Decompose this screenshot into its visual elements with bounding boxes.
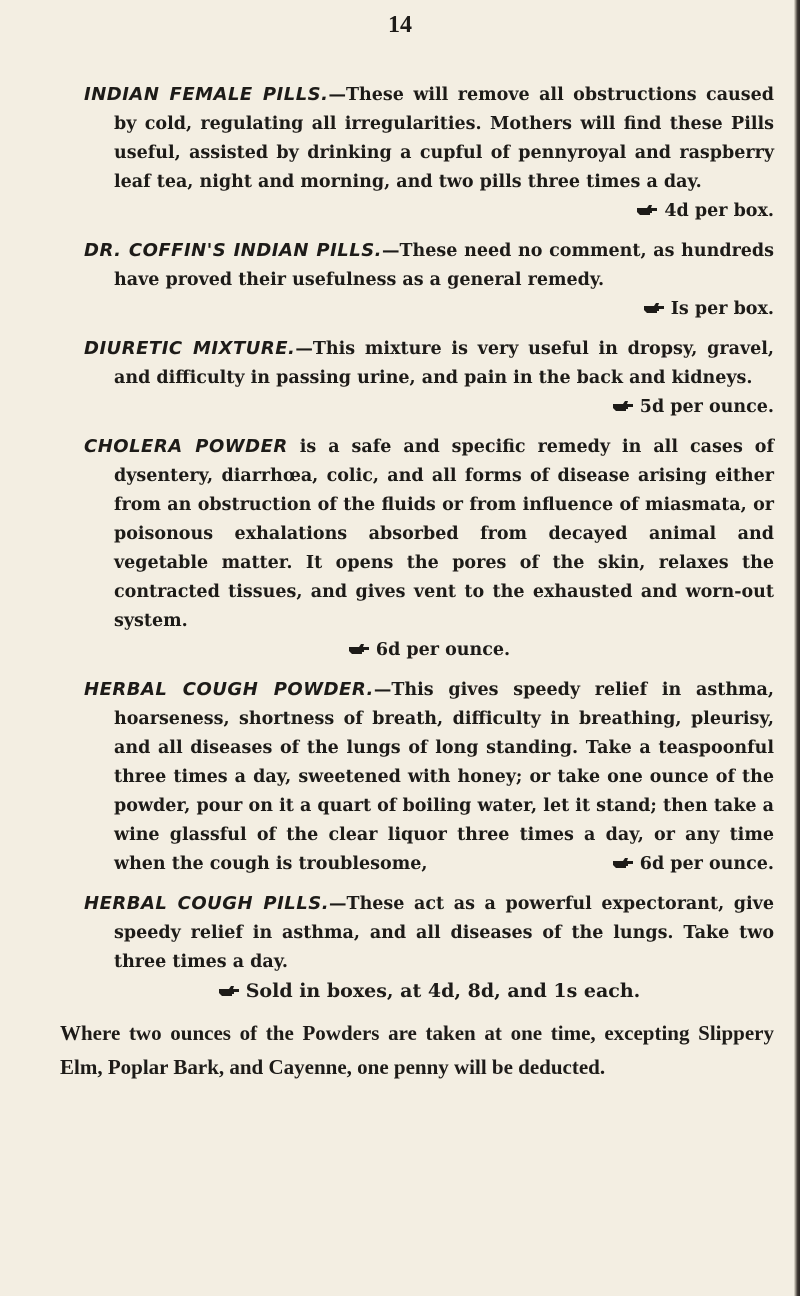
entry-dr-coffins-indian-pills [84,236,774,324]
price: 4d per box. [666,197,774,226]
price: Sold in boxes, at 4d, 8d, and 1s each. [114,977,774,1006]
pointing-hand-icon [636,203,658,217]
entry-body: is a safe and specific remedy in all cases of dysentery, diarrhœa, colic, and all forms of disease arising either from an obstruction of the fluids or from influence of miasmata, or poisonous exhalations absorbed from decayed animal and vegetable matter. It opens the pores of the skin, relaxes the contracted tissues, and gives vent to the exhausted and worn-out system. [114,437,774,631]
entry-title: INDIAN FEMALE PILLS. [84,84,329,105]
page-number: 14 [388,12,412,38]
pointing-hand-icon [612,399,634,413]
entry-herbal-cough-pills [84,889,774,1006]
closing-note: Where two ounces of the Powders are taken at one time, excepting Slippery Elm, Poplar Bark, and Cayenne, one penny will be deducted. [60,1021,774,1079]
entry-body: —This gives speedy relief in asthma, hoarseness, shortness of breath, difficulty in breathing, pleurisy, and all diseases of the lungs of long standing. Take a teaspoonful three times a day, sweetened with honey; or take one ounce of the powder, pour on it a quart of boiling water, let it stand; then take a wine glassful of the clear liquor three times a day, or any time when the cough is troublesome, [114,680,774,874]
document-body [60,80,775,1084]
entry-title: DR. COFFIN'S INDIAN PILLS. [84,240,383,261]
entry-body: —These need no comment, as hundreds have proved their usefulness as a general remedy. [114,241,775,290]
entry-title: HERBAL COUGH PILLS. [84,893,330,914]
entry-body: —These act as a powerful expectorant, give speedy relief in asthma, and all diseases of the lungs. Take two three times a day. [114,894,774,972]
page-edge [794,0,800,1296]
pointing-hand-icon [643,301,665,315]
entry-herbal-cough-powder [84,675,774,879]
entry-title: DIURETIC MIXTURE. [84,338,296,359]
entry-body: —This mixture is very useful in dropsy, gravel, and difficulty in passing urine, and pain in the back and kidneys. [114,339,774,388]
entry-indian-female-pills [84,80,774,226]
entry-title: HERBAL COUGH POWDER. [84,679,374,700]
entry-cholera-powder [84,432,774,665]
entry-diuretic-mixture [84,334,774,422]
price: 6d per ounce. [642,850,774,879]
entry-body: —These will remove all obstructions caused by cold, regulating all irregularities. Mothers will find these Pills useful, assisted by drinking a cupful of pennyroyal and raspberry leaf tea, night and morning, and two pills three times a day. [114,85,775,192]
pointing-hand-icon [348,642,370,656]
pointing-hand-icon [218,984,240,998]
entry-title: CHOLERA POWDER [84,436,288,457]
price: 5d per ounce. [642,393,774,422]
price: Is per box. [114,295,774,324]
price: 6d per ounce. [114,636,774,665]
pointing-hand-icon [612,856,634,870]
